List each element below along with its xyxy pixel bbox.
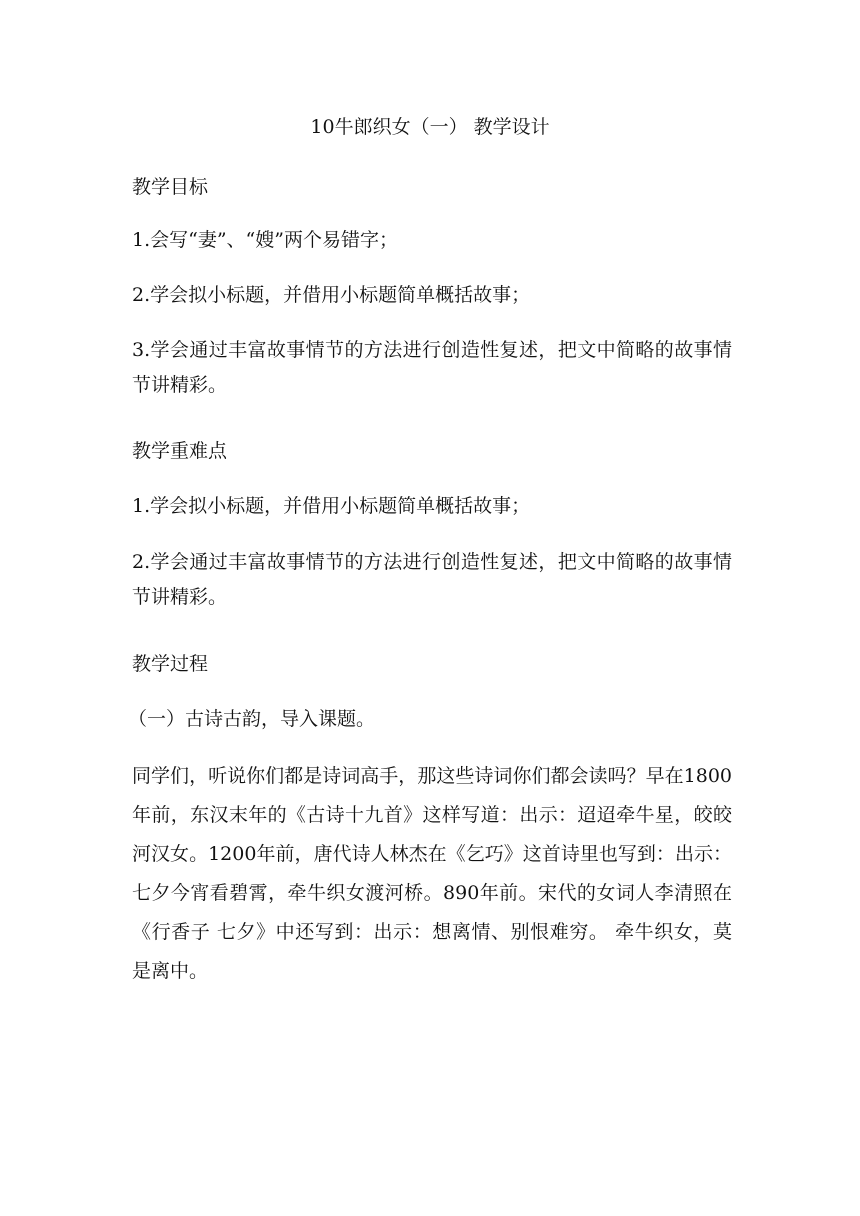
- objective-item-2: 2.学会拟小标题，并借用小标题简单概括故事；: [132, 284, 531, 306]
- key-point-item-2: 2.学会通过丰富故事情节的方法进行创造性复述，把文中简略的故事情节讲精彩。: [132, 551, 732, 608]
- objective-item-3: 3.学会通过丰富故事情节的方法进行创造性复述，把文中简略的故事情节讲精彩。: [132, 339, 732, 396]
- process-step-1-body: 同学们，听说你们都是诗词高手，那这些诗词你们都会读吗？早在1800年前，东汉末年的《古诗十九首》这样写道：出示：迢迢牵牛星，皎皎河汉女。1200年前，唐代诗人林杰在《乞巧》这首诗里也写到：出示：七夕今宵看碧霄，牵牛织女渡河桥。890年前。宋代的女词人李清照在《行香子 七夕》中还写到：出示：想离情、别恨难穷。 牵牛织女，莫是离中。: [132, 765, 732, 982]
- key-points-heading: 教学重难点: [132, 440, 228, 462]
- objectives-heading: 教学目标: [132, 176, 209, 198]
- objective-item-1: 1.会写“妻”、“嫂”两个易错字；: [132, 229, 398, 251]
- document-title: 10牛郎织女（一） 教学设计: [310, 116, 550, 138]
- process-heading: 教学过程: [132, 653, 209, 675]
- key-point-item-1: 1.学会拟小标题，并借用小标题简单概括故事；: [132, 495, 531, 517]
- process-step-1-title: （一）古诗古韵，导入课题。: [128, 708, 376, 730]
